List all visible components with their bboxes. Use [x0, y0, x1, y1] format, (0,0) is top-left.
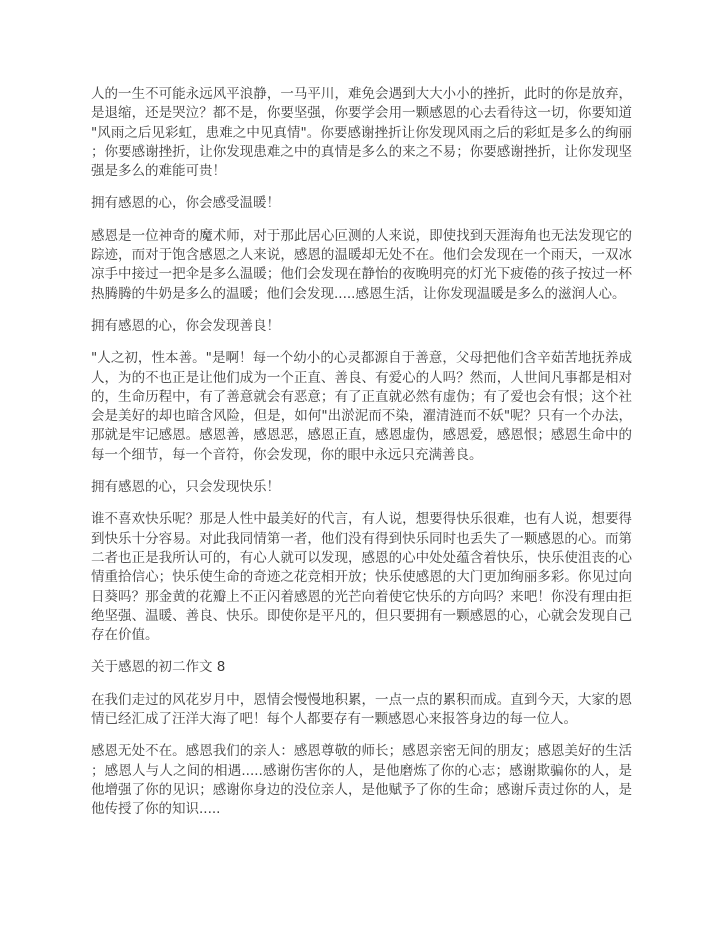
essay-paragraph-6: 感恩无处不在。感恩我们的亲人：感恩尊敬的师长；感恩亲密无间的朋友；感恩美好的生活；感恩人与人之间的相遇.....感谢伤害你的人，是他磨炼了你的心志；感谢欺骗你的人，是他增强了你的见识；感谢你身边的没位亲人，是他赋予了你的生命；感谢斥责过你的人，是他传授了你的知识..... — [91, 743, 632, 818]
essay-subheading-warmth: 拥有感恩的心，你会感受温暖！ — [91, 195, 280, 212]
essay-paragraph-1: 人的一生不可能永远风平浪静，一马平川，难免会遇到大大小小的挫折，此时的你是放弃，是退缩，还是哭泣？都不是，你要坚强，你要学会用一颗感恩的心去看待这一切，你要知道"风雨之后见彩虹，患难之中见真情"。你要感谢挫折让你发现风雨之后的彩虹是多么的绚丽；你要感谢挫折，让你发现患难之中的真情是多么的来之不易；你要感谢挫折，让你发现坚强是多么的难能可贵！ — [91, 86, 632, 180]
essay-subheading-kindness: 拥有感恩的心，你会发现善良！ — [91, 317, 280, 334]
essay-paragraph-4: 谁不喜欢快乐呢？那是人性中最美好的代言，有人说，想要得快乐很难，也有人说，想要得到快乐十分容易。对此我同情第一者，他们没有得到快乐同时也丢失了一颗感恩的心。而第二者也正是我所认可的，有心人就可以发现，感恩的心中处处蕴含着快乐，快乐使沮丧的心情重拾信心；快乐使生命的奇迹之花竞相开放；快乐使感恩的大门更加绚丽多彩。你见过向日葵吗？那金黄的花瓣上不正闪着感恩的光芒向着使它快乐的方向吗？来吧！你没有理由拒绝坚强、温暖、善良、快乐。即使你是平凡的，但只要拥有一颗感恩的心，心就会发现自己存在价值。 — [91, 511, 632, 644]
essay-text-block — [91, 85, 632, 833]
essay-subheading-happiness: 拥有感恩的心，只会发现快乐！ — [91, 479, 280, 496]
essay-paragraph-2: 感恩是一位神奇的魔术师，对于那此居心叵测的人来说，即使找到天涯海角也无法发现它的踪迹，而对于饱含感恩之人来说，感恩的温暖却无处不在。他们会发现在一个雨天，一双冰凉手中接过一把伞是多么温暖；他们会发现在静怡的夜晚明亮的灯光下疲倦的孩子按过一杯热腾腾的牛奶是多么的温暖；他们会发现.....感恩生活，让你发现温暖是多么的滋润人心。 — [91, 227, 632, 302]
essay-section-title-8: 关于感恩的初二作文 8 — [91, 659, 226, 676]
essay-paragraph-5: 在我们走过的风花岁月中，恩情会慢慢地积累，一点一点的累积而成。直到今天，大家的恩情已经汇成了汪洋大海了吧！每个人都要存有一颗感恩心来报答身边的每一位人。 — [91, 691, 632, 728]
essay-paragraph-3: "人之初，性本善。"是啊！每一个幼小的心灵都源自于善意，父母把他们含辛茹苦地抚养成人，为的不也正是让他们成为一个正直、善良、有爱心的人吗？然而，人世间凡事都是相对的，生命历程中，有了善意就会有恶意；有了正直就必然有虚伪；有了爱也会有恨；这个社会是美好的却也暗含风险，但是，如何"出淤泥而不染，濯清涟而不妖"呢？只有一个办法，那就是牢记感恩。感恩善，感恩恶，感恩正直，感恩虚伪，感恩爱，感恩恨；感恩生命中的每一个细节，每一个音符，你会发现，你的眼中永远只充满善良。 — [91, 350, 632, 463]
